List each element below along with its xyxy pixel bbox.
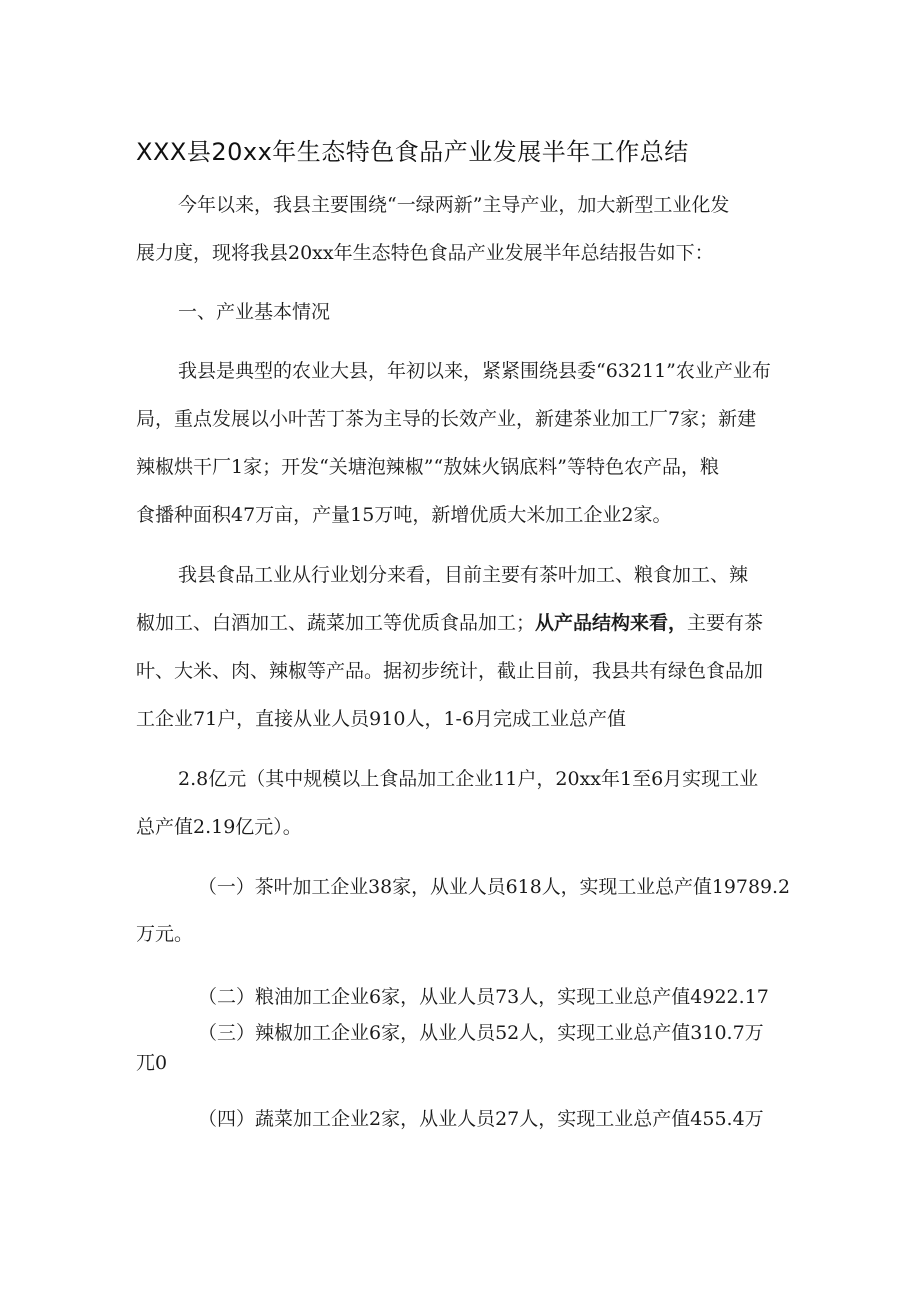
- document-title: XXX县20xx年生态特色食品产业发展半年工作总结: [136, 138, 689, 166]
- text-run: 主要有茶: [687, 612, 764, 634]
- list-item-line: （一）茶叶加工企业38家，从业人员618人，实现工业总产值19789.2: [198, 876, 791, 898]
- list-item-line: （四）蔬菜加工企业2家，从业人员27人，实现工业总产值455.4万: [198, 1108, 764, 1130]
- paragraph-line: 我县食品工业从行业划分来看，目前主要有茶叶加工、粮食加工、辣: [178, 564, 749, 586]
- list-item-line: 兀0: [136, 1052, 168, 1074]
- section-heading: 一、产业基本情况: [178, 301, 331, 323]
- list-item-line: 万元。: [136, 923, 194, 945]
- paragraph-line: 局，重点发展以小叶苦丁茶为主导的长效产业，新建茶业加工厂7家；新建: [136, 408, 757, 430]
- list-item-line: （二）粮油加工企业6家，从业人员73人，实现工业总产值4922.17: [198, 986, 769, 1008]
- paragraph-line: 展力度，现将我县20xx年生态特色食品产业发展半年总结报告如下：: [136, 242, 714, 264]
- paragraph-line: 我县是典型的农业大县，年初以来，紧紧围绕县委“63211”农业产业布: [178, 360, 771, 382]
- paragraph-line-mixed: [136, 609, 763, 637]
- paragraph-line: 2.8亿元（其中规模以上食品加工企业11户，20xx年1至6月实现工业: [178, 768, 759, 790]
- paragraph-line: 今年以来，我县主要围绕“一绿两新”主导产业，加大新型工业化发: [178, 194, 730, 216]
- paragraph-line: 工企业71户，直接从业人员910人，1-6月完成工业总产值: [136, 708, 627, 730]
- paragraph-line: 食播种面积47万亩，产量15万吨，新增优质大米加工企业2家。: [136, 504, 672, 526]
- paragraph-line: 叶、大米、肉、辣椒等产品。据初步统计，截止目前，我县共有绿色食品加: [136, 660, 764, 682]
- paragraph-line: 辣椒烘干厂1家；开发“关塘泡辣椒”“敖妹火锅底料”等特色农产品，粮: [136, 456, 719, 478]
- text-run: 椒加工、白酒加工、蔬菜加工等优质食品加工；: [136, 612, 536, 634]
- bold-text-run: 从产品结构来看，: [535, 612, 688, 634]
- list-item-line: （三）辣椒加工企业6家，从业人员52人，实现工业总产值310.7万: [198, 1022, 764, 1044]
- paragraph-line: 总产值2.19亿元）。: [136, 816, 302, 838]
